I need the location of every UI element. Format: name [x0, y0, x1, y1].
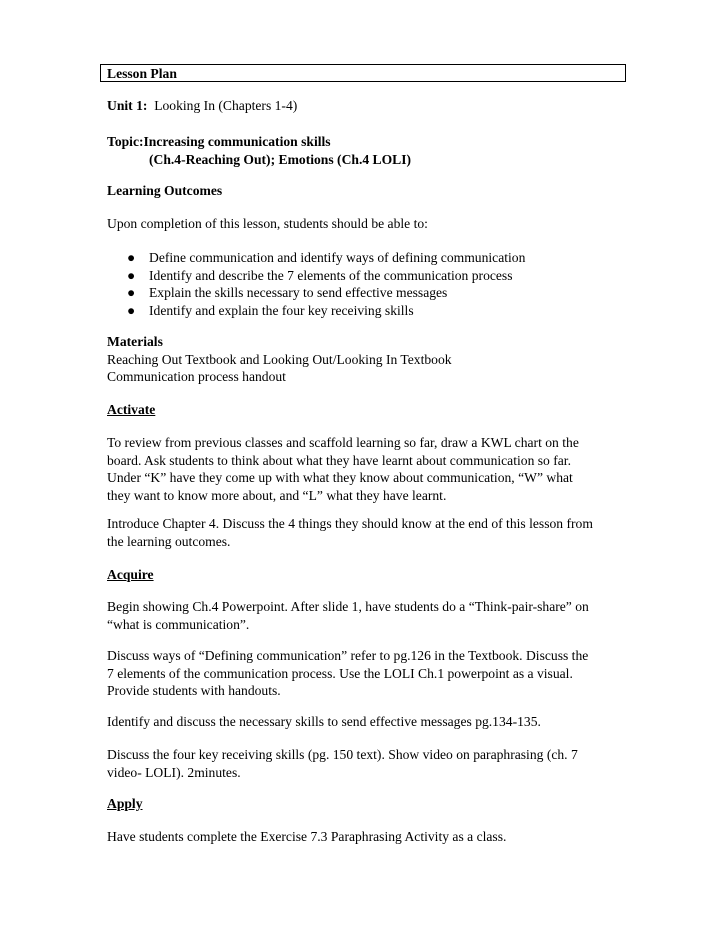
bullet-dot-icon: ● — [127, 267, 136, 283]
acquire-heading: Acquire — [107, 567, 154, 582]
topic-line-1: Topic:Increasing communication skills — [107, 134, 331, 149]
acquire-paragraph-2: Discuss ways of “Defining communication” refer to pg.126 in the Textbook. Discuss the 7 elements of the communication process. Use the LOLI Ch.1 powerpoint as a visual. Provide students with handouts. — [107, 648, 589, 698]
acquire-paragraph-3: Identify and discuss the necessary skills to send effective messages pg.134-135. — [107, 714, 541, 729]
lesson-plan-header — [100, 64, 626, 82]
unit-text: Looking In (Chapters 1-4) — [154, 98, 298, 113]
activate-heading: Activate — [107, 402, 156, 417]
materials-line: Communication process handout — [107, 369, 286, 384]
acquire-paragraph-1: Begin showing Ch.4 Powerpoint. After slide 1, have students do a “Think-pair-share” on “what is communication”. — [107, 599, 589, 632]
list-item: ● Identify and explain the four key receiving skills — [127, 302, 414, 318]
materials-heading: Materials — [107, 334, 163, 349]
learning-outcomes-intro: Upon completion of this lesson, students should be able to: — [107, 216, 428, 231]
list-item: ● Identify and describe the 7 elements of the communication process — [127, 267, 513, 283]
page-title: Lesson Plan — [107, 66, 177, 81]
list-item: ● Define communication and identify ways of defining communication — [127, 250, 526, 265]
topic-line-2: (Ch.4-Reaching Out); Emotions (Ch.4 LOLI) — [149, 151, 412, 167]
unit-label: Unit 1: — [107, 98, 148, 113]
apply-heading: Apply — [107, 796, 143, 811]
apply-paragraph-1: Have students complete the Exercise 7.3 Paraphrasing Activity as a class. — [107, 829, 507, 844]
activate-paragraph-1: To review from previous classes and scaffold learning so far, draw a KWL chart on the board. Ask students to think about what they have learnt about communication so far. Under “K” have they come up with what they know about communication, “W” what they want to know more about, and “L” what they have learnt. — [107, 435, 579, 503]
acquire-paragraph-4: Discuss the four key receiving skills (pg. 150 text). Show video on paraphrasing (ch. 7 video- LOLI). 2minutes. — [107, 747, 578, 780]
bullet-dot-icon: ● — [127, 250, 136, 265]
learning-outcomes-list — [107, 249, 627, 319]
unit-line — [107, 97, 627, 115]
materials-line: Reaching Out Textbook and Looking Out/Looking In Textbook — [107, 351, 452, 367]
learning-outcomes-heading: Learning Outcomes — [107, 183, 223, 198]
materials-block — [107, 333, 627, 386]
bullet-dot-icon: ● — [127, 302, 136, 318]
activate-paragraph-2: Introduce Chapter 4. Discuss the 4 things they should know at the end of this lesson from the learning outcomes. — [107, 516, 593, 549]
bullet-dot-icon: ● — [127, 285, 136, 301]
topic-block — [107, 133, 627, 168]
list-item: ● Explain the skills necessary to send effective messages — [127, 285, 448, 301]
